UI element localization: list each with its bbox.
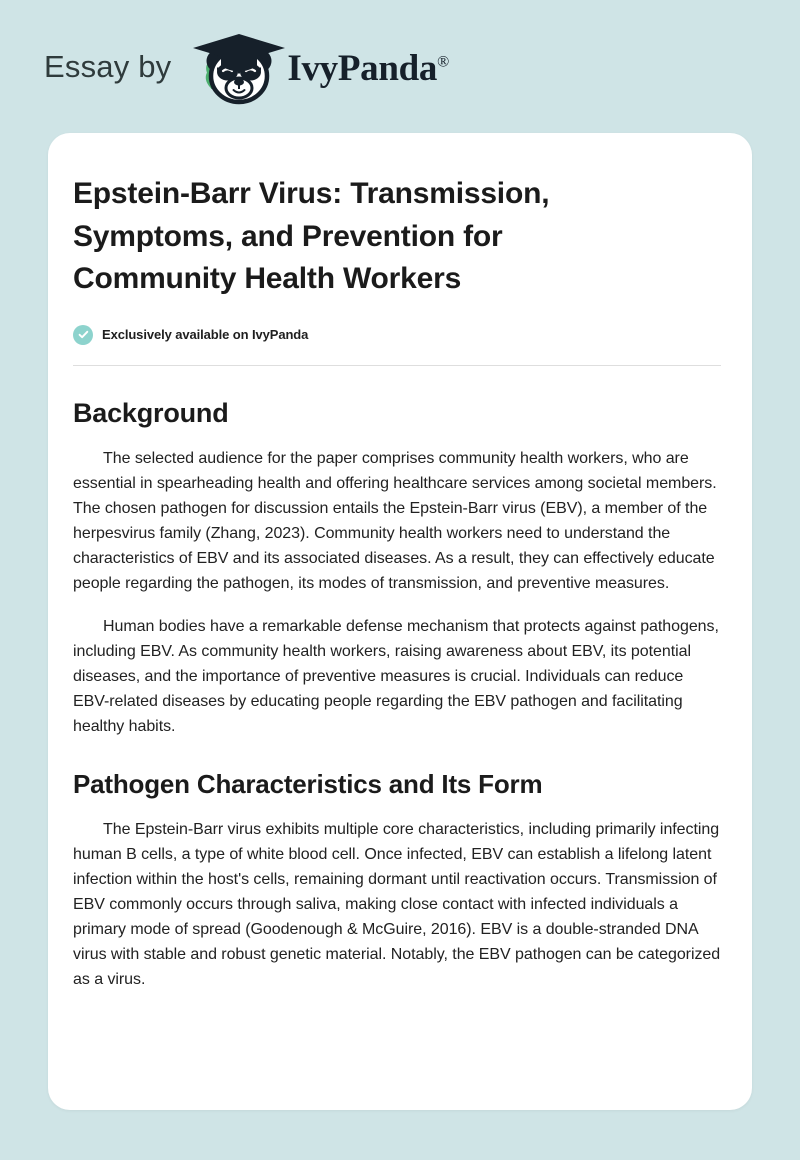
page-title: Epstein-Barr Virus: Transmission, Symptoms, and Prevention for Community Health Workers — [73, 177, 550, 296]
exclusive-badge — [73, 325, 722, 345]
site-header — [0, 0, 800, 133]
brand-name-text: IvyPanda — [287, 48, 438, 89]
paragraph: Human bodies have a remarkable defense mechanism that protects against pathogens, including EBV. As community health workers, raising awareness about EBV, its potential diseases, and the importance of preventive measures is crucial. Individuals can reduce EBV-related diseases by educating people regarding the EBV pathogen and facilitating healthy habits. — [73, 618, 719, 736]
paragraph: The Epstein-Barr virus exhibits multiple core characteristics, including primarily infecting human B cells, a type of white blood cell. Once infected, EBV can establish a lifelong latent infection within the host's cells, remaining dormant until reactivation occurs. Transmission of EBV commonly occurs through saliva, making close contact with infected individuals a primary mode of spread (Goodenough & McGuire, 2016). EBV is a double-stranded DNA virus with stable and robust genetic material. Notably, the EBV pathogen can be categorized as a virus. — [73, 821, 721, 989]
exclusive-badge-label: Exclusively available on IvyPanda — [102, 327, 309, 343]
section-heading-pathogen-characteristics: Pathogen Characteristics and Its Form — [73, 769, 543, 800]
paragraph: The selected audience for the paper comprises community health workers, who are essential in spearheading health and offering healthcare services among societal members. The chosen pathogen for discussion entails the Epstein-Barr virus (EBV), a member of the herpesvirus family (Zhang, 2023). Community health workers need to understand the characteristics of EBV and its associated diseases. As a result, they can effectively educate people regarding the pathogen, its modes of transmission, and preventive measures. — [73, 450, 717, 593]
essay-content — [73, 173, 722, 992]
essay-by-label: Essay by — [44, 49, 172, 84]
panda-graduate-icon — [185, 28, 289, 106]
registered-mark: ® — [437, 53, 449, 71]
title-divider — [73, 365, 721, 366]
ivypanda-logo[interactable] — [185, 28, 449, 106]
section-heading-background: Background — [73, 397, 229, 428]
check-circle-icon — [73, 325, 93, 345]
essay-card — [48, 133, 752, 1110]
brand-wordmark — [287, 50, 449, 87]
